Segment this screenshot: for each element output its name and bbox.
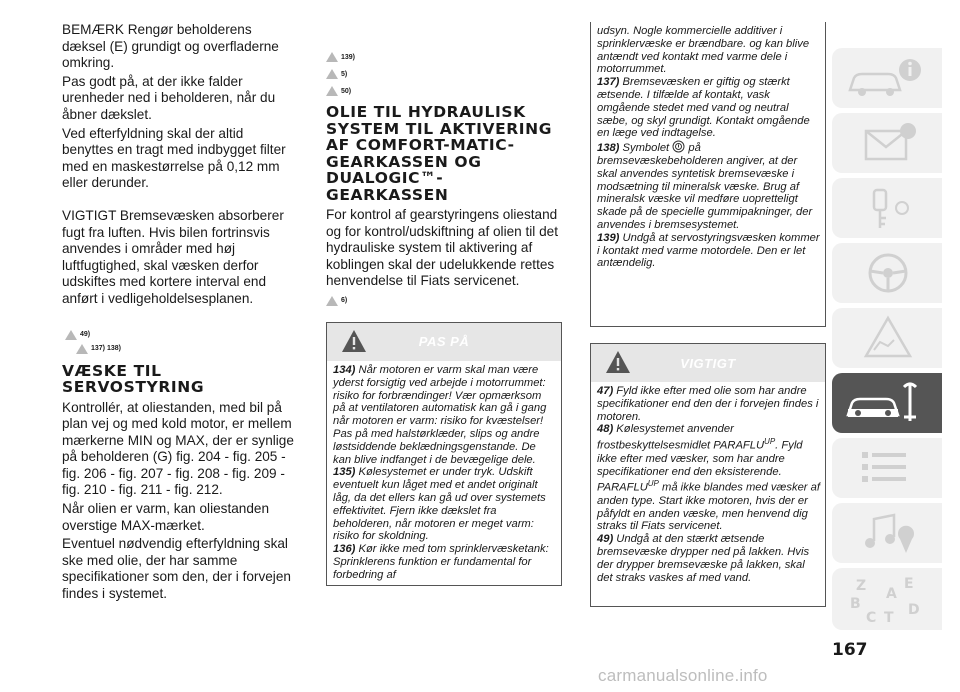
caution-box-title: PAS PÅ <box>418 334 470 350</box>
note-text: . Fyld ikke efter med væsker, som har andre specifikationer end den eksisterende. PARAFLU <box>597 439 803 495</box>
note-text: Kør ikke med tom sprinklervæsketank: Sprinklerens funktion er fundamental for forbedring af <box>333 543 549 581</box>
caution-box-header <box>327 323 561 361</box>
steering-wheel-icon <box>844 249 934 297</box>
warning-triangle-icon <box>341 329 367 353</box>
paragraph-topping-up: Eventuel nødvendig efterfyldning skal ske med olie, der har samme specifikationer som den, der i forvejen findes i systemet. <box>62 536 291 602</box>
ref-49: 49) <box>80 331 91 338</box>
mail-icon <box>844 119 934 167</box>
paragraph-important-moisture: VIGTIGT Bremsevæsken absorberer fugt fra luften. Hvis bilen fortrinsvis anvendes i områder med høj luftfugtighed, skal væsken derfor udskiftes med kortere interval end anført i vedligeholdelsesplanen. <box>62 207 284 306</box>
note-text: Når motoren er varm skal man være yderst forsigtig ved arbejde i motorrummet: risiko for forbrændinger! Vær opmærksom på at ventilatoren automatisk kan gå i gang når motoren er varm: risiko for kvæstelser! Pas på med halstørklæder, slips og andre løstsiddende beklædningsgenstande. De kan blive indfanget i de bevægelige dele. <box>333 363 547 466</box>
tab-alphabetical-index[interactable] <box>832 568 942 630</box>
note-136-continued: udsyn. Nogle kommercielle additiver i sprinklervæske er brændbare. og kan blive antændt ved kontakt med varme dele i motorrummet. <box>597 25 810 76</box>
watermark: carmanualsonline.info <box>598 666 768 685</box>
tab-car-info[interactable] <box>832 48 942 108</box>
note-47 <box>597 385 820 423</box>
note-137 <box>597 76 820 140</box>
note-48 <box>597 423 820 533</box>
superscript: UP <box>647 479 659 489</box>
list-icon <box>844 444 934 492</box>
note-134 <box>333 364 556 466</box>
column-left <box>62 22 294 603</box>
warning-ref-row <box>326 50 562 64</box>
note-139 <box>597 232 820 270</box>
index-letter: E <box>904 576 914 592</box>
note-number: 134) <box>333 363 356 376</box>
warning-ref-row <box>65 328 294 342</box>
important-box-body <box>591 382 825 588</box>
important-box <box>590 343 826 607</box>
warning-ref-row <box>326 294 562 308</box>
caution-triangle-icon <box>326 86 338 96</box>
caution-box-body <box>327 361 561 586</box>
key-icon <box>844 184 934 232</box>
tab-list[interactable] <box>832 438 942 498</box>
paragraph-impurities: Pas godt på, at der ikke falder urenheder ned i beholderen, når du åbner dækslet. <box>62 73 276 122</box>
tab-key[interactable] <box>832 178 942 238</box>
index-letter: C <box>866 610 877 626</box>
warning-ref-row <box>326 67 562 81</box>
note-49 <box>597 533 820 584</box>
index-letter: B <box>850 596 861 612</box>
note-text: må ikke blandes med væsker af anden type. Start ikke motoren, hvis der er påfyldt en anden væske, men henvend dig straks til Fiats servicenet. <box>597 482 820 533</box>
index-letter: D <box>908 602 920 618</box>
column-right <box>590 22 826 607</box>
tab-warning-road[interactable] <box>832 308 942 368</box>
note-138 <box>597 140 820 232</box>
caution-box-continued-body <box>591 22 825 274</box>
note-number: 138) <box>597 142 620 155</box>
section-heading-hydraulic-oil: OLIE TIL HYDRAULISK SYSTEM TIL AKTIVERING AF COMFORT-MATIC-GEARKASSEN OG DUALOGIC™-GEARKASSEN <box>326 103 553 204</box>
tab-multimedia[interactable] <box>832 503 942 563</box>
ref-137-138: 137) 138) <box>91 345 121 352</box>
warning-triangle-icon <box>65 330 77 340</box>
tab-mail[interactable] <box>832 113 942 173</box>
ref-5: 5) <box>341 70 348 78</box>
warning-road-icon <box>844 314 934 362</box>
ref-6: 6) <box>341 297 348 305</box>
caution-triangle-icon <box>326 296 338 306</box>
section-heading-power-steering: VÆSKE TIL SERVOSTYRING <box>62 361 205 396</box>
note-text: Bremsevæsken er giftig og stærkt ætsende. I tilfælde af kontakt, vask omgående stedet med vand og neutral sæbe, og skyl grundigt. Kontakt omgående en læge ved indtagelse. <box>597 76 810 140</box>
paragraph-funnel-filter: Ved efterfyldning skal der altid benyttes en tragt med indbygget filter med en maskestørrelse på 0,12 mm eller derunder. <box>62 125 286 191</box>
ref-139: 139) <box>341 53 356 61</box>
music-pin-icon <box>844 509 934 557</box>
column-middle <box>326 50 562 586</box>
note-text: Kølesystemet er under tryk. Udskift eventuelt kun låget med et andet originalt låg, da det ellers kan gå ud over systemets effektivitet. Fjern ikke dækslet fra beholderen, når motoren er meget varm: risiko for skoldning. <box>333 466 546 543</box>
important-box-title: VIGTIGT <box>680 355 736 371</box>
paragraph-note-cover: BEMÆRK Rengør beholderens dæksel (E) grundigt og overfladerne omkring. <box>62 22 279 71</box>
alphabet-index-icon <box>844 574 934 628</box>
note-number: 136) <box>333 543 356 556</box>
paragraph-check-oil-level: Kontrollér, at oliestanden, med bil på plan vej og med kold motor, er mellem mærkerne MIN og MAX, der er synlige på beholderen (G) fig. 204 - fig. 205 - fig. 206 - fig. 207 - fig. 208 - fig. 209 - fig. 210 - fig. 211 - fig. 212. <box>62 399 294 498</box>
paragraph-gear-oil-service: For kontrol af gearstyringens oliestand og for kontrol/udskiftning af olien til det hydrauliske system til aktivering af koblingen skal der udelukkende rettes henvendelse til Fiats servicenet. <box>326 207 558 289</box>
caution-box-continued <box>590 22 826 327</box>
page-number: 167 <box>832 640 868 660</box>
note-text: på bremsevæskebeholderen angiver, at der skal anvendes syntetisk bremsevæske i modsætning til mineralsk væske. Brug af mineralsk væske vil medføre uopretteligt skade på de specielle gummipakninger, der anvendes i bremsesystemet. <box>597 142 813 231</box>
tab-steering[interactable] <box>832 243 942 303</box>
note-text: Symbolet <box>622 142 670 155</box>
index-letter: T <box>884 610 894 626</box>
warning-triangle-icon <box>326 52 338 62</box>
note-number: 135) <box>333 466 356 479</box>
car-service-icon <box>844 379 934 427</box>
tab-car-service-active[interactable] <box>832 373 942 433</box>
note-number: 48) <box>597 423 614 436</box>
caution-triangle-icon <box>326 69 338 79</box>
note-number: 49) <box>597 533 614 546</box>
car-info-icon <box>844 54 934 102</box>
index-letter: Z <box>856 578 867 594</box>
note-text: Fyld ikke efter med olie som har andre specifikationer end den der i forvejen findes i motoren. <box>597 385 819 423</box>
brake-fluid-symbol-icon <box>672 140 685 153</box>
index-letter: A <box>886 586 897 602</box>
paragraph-hot-oil: Når olien er varm, kan oliestanden overstige MAX-mærket. <box>62 501 270 533</box>
warning-triangle-icon <box>76 344 88 354</box>
warning-ref-row <box>326 84 562 98</box>
note-136 <box>333 543 556 581</box>
note-number: 137) <box>597 76 620 89</box>
note-text: Undgå at den stærkt ætsende bremsevæske drypper ned på lakken. Hvis der drypper bremsevæske på lakken, skal det straks vaskes af med vand. <box>597 533 810 584</box>
note-number: 139) <box>597 231 620 244</box>
note-text: Undgå at servostyringsvæsken kommer i kontakt med varme motordele. Den er let antændelig. <box>597 231 820 270</box>
superscript: UP <box>764 437 776 447</box>
note-number: 47) <box>597 385 614 397</box>
note-text: Kølesystemet anvender frostbeskyttelsesmidlet PARAFLU <box>597 423 765 452</box>
ref-50: 50) <box>341 87 352 95</box>
caution-box <box>326 322 562 586</box>
warning-ref-row <box>76 342 294 356</box>
warning-triangle-icon <box>605 350 631 374</box>
important-box-header <box>591 344 825 382</box>
note-135 <box>333 466 556 543</box>
